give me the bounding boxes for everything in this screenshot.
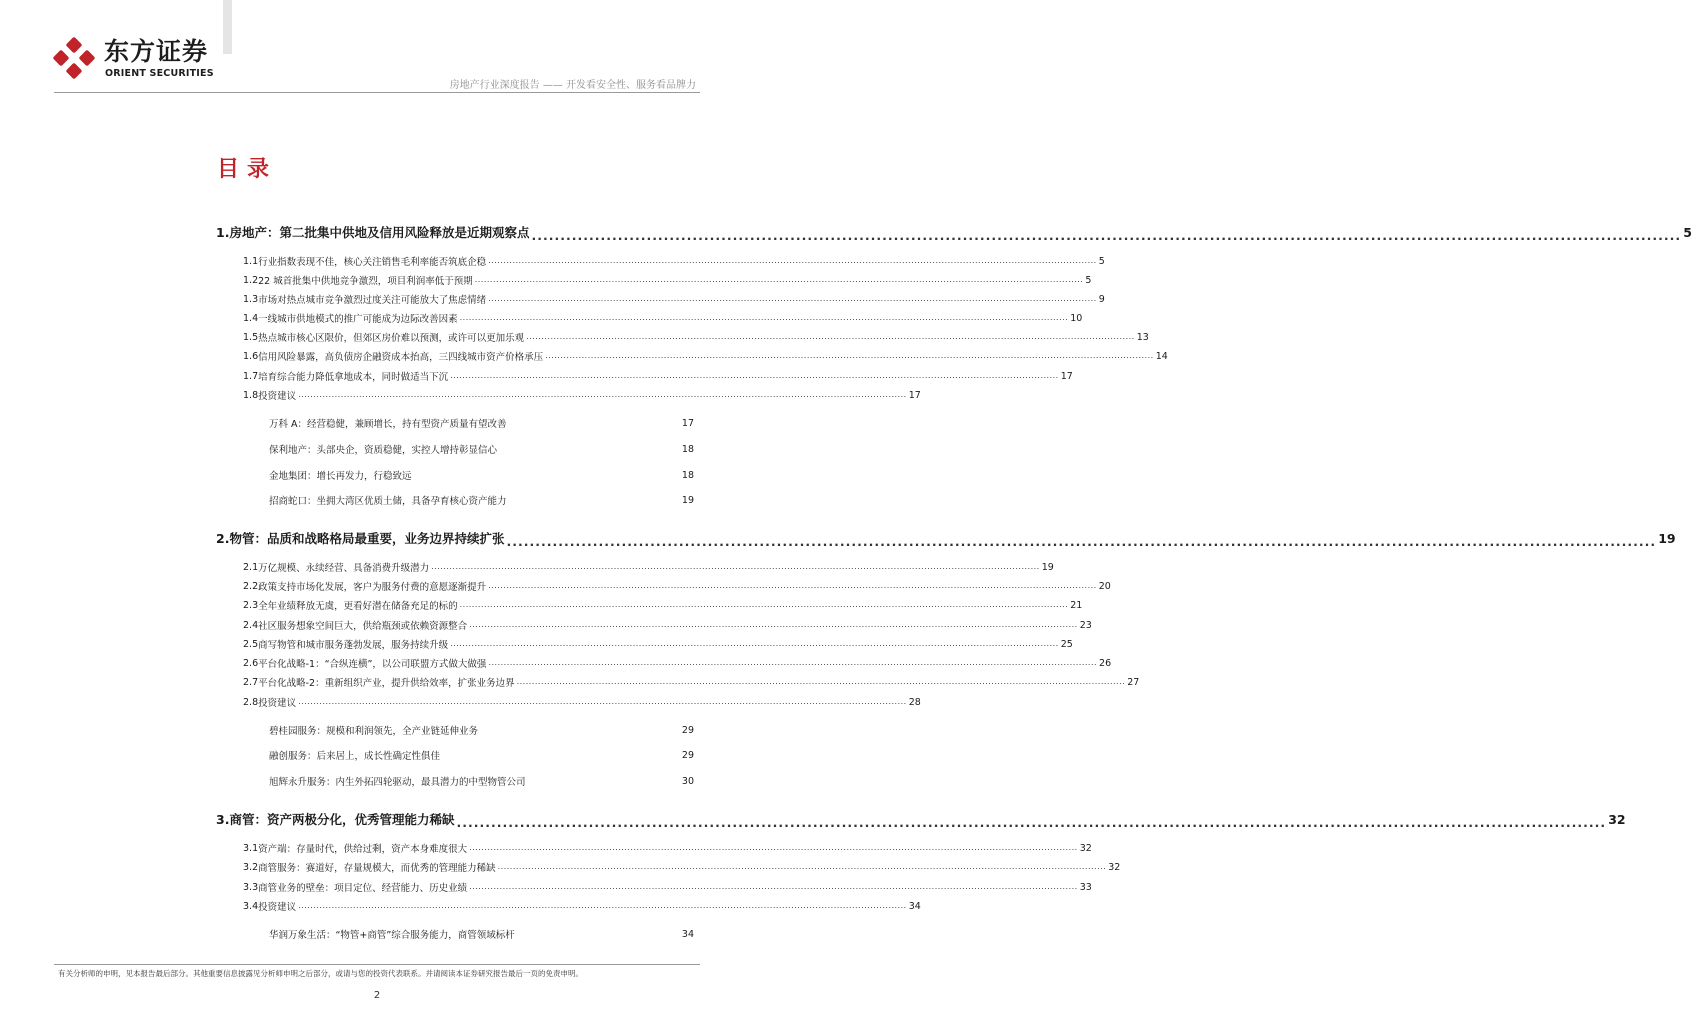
toc-item[interactable] [243,368,1073,384]
toc-section[interactable] [216,528,1676,548]
toc-company[interactable] [269,926,694,942]
dot-leader [488,294,1097,305]
item-title: 投资建议 [258,902,297,913]
item-number: 1.8 [243,389,259,401]
toc-item[interactable] [243,387,921,403]
dot-leader [506,534,1656,548]
toc-item[interactable] [243,329,1149,345]
item-page: 5 [1085,274,1092,286]
toc-item[interactable] [243,674,1140,690]
section-page: 19 [1658,530,1676,546]
item-number: 3.2 [243,861,259,873]
toc-company[interactable] [269,722,694,738]
dot-leader [488,581,1097,592]
item-number: 3.1 [243,842,259,854]
toc-item[interactable] [243,272,1092,288]
item-title: 22 城首批集中供地竞争激烈，项目利润率低于预期 [258,276,473,287]
item-page: 25 [1060,638,1073,650]
item-number: 3.3 [243,881,259,893]
company-title: 旭辉永升服务：内生外拓四轮驱动，最具潜力的中型物管公司 [269,777,526,788]
dot-leader [545,351,1154,362]
company-title: 保利地产：头部央企，资质稳健，实控人增持彰显信心 [269,445,498,456]
dot-leader [531,228,1681,242]
header-divider [54,92,700,93]
section-page: 5 [1683,224,1692,240]
dot-leader [469,620,1078,631]
brand-name-cn: 东方证券 [104,37,209,66]
toc-item[interactable] [243,655,1112,671]
toc-section[interactable] [216,222,1692,242]
toc-item[interactable] [243,694,921,710]
company-page: 30 [681,775,694,787]
dot-leader [475,275,1084,286]
dot-leader [526,332,1135,343]
page-number: 2 [373,990,381,1001]
item-number: 2.3 [243,599,259,611]
disclaimer-text: 有关分析师的申明，见本报告最后部分。其他重要信息披露见分析师申明之后部分，或请与您的投资代表联系。并请阅读本证券研究报告最后一页的免责申明。 [58,969,583,978]
item-title: 信用风险暴露，高负债房企融资成本抬高，三四线城市资产价格承压 [258,352,544,363]
item-number: 1.4 [243,312,259,324]
toc-company[interactable] [269,441,694,457]
toc-item[interactable] [243,840,1092,856]
item-page: 33 [1079,881,1092,893]
item-title: 社区服务想象空间巨大，供给瓶颈或依赖资源整合 [258,621,468,632]
item-page: 28 [908,696,921,708]
item-number: 2.2 [243,580,259,592]
item-title: 商管业务的壁垒：项目定位、经营能力、历史业绩 [258,883,468,894]
item-number: 1.1 [243,255,259,267]
item-page: 20 [1098,580,1111,592]
item-page: 26 [1099,657,1112,669]
dot-leader [298,901,907,912]
item-number: 2.1 [243,561,259,573]
dot-leader [460,313,1069,324]
section-number: 1. [216,224,230,240]
item-title: 政策支持市场化发展，客户为服务付费的意愿逐渐提升 [258,582,487,593]
footer-divider [54,964,700,965]
toc-item[interactable] [243,578,1111,594]
item-title: 热点城市核心区限价，但郊区房价难以预测，或许可以更加乐观 [258,333,525,344]
item-page: 17 [1060,370,1073,382]
item-page: 5 [1098,255,1105,267]
dot-leader [488,256,1097,267]
dot-leader [488,658,1097,669]
toc-company[interactable] [269,747,694,763]
item-page: 32 [1108,861,1121,873]
company-title: 融创服务：后来居上，成长性确定性俱佳 [269,751,441,762]
report-title: 房地产行业深度报告 —— 开发看安全性、服务看品牌力 [449,80,696,91]
item-number: 2.4 [243,619,259,631]
toc-item[interactable] [243,310,1083,326]
item-page: 10 [1070,312,1083,324]
item-page: 32 [1079,842,1092,854]
company-page: 29 [681,749,694,761]
dot-leader [517,677,1126,688]
company-page: 18 [681,469,694,481]
toc-company[interactable] [269,415,694,431]
item-title: 平台化战略-2：重新组织产业，提升供给效率，扩张业务边界 [258,678,515,689]
toc-company[interactable] [269,492,694,508]
item-number: 2.7 [243,676,259,688]
section-title: 商管：资产两极分化，优秀管理能力稀缺 [229,812,455,827]
company-title: 华润万象生活：“物管+商管”综合服务能力，商管领域标杆 [269,930,515,941]
item-number: 1.6 [243,350,259,362]
toc-company[interactable] [269,773,694,789]
toc-item[interactable] [243,291,1105,307]
section-title: 房地产：第二批集中供地及信用风险释放是近期观察点 [229,225,530,240]
item-page: 14 [1155,350,1168,362]
toc-item[interactable] [243,617,1092,633]
toc-item[interactable] [243,859,1121,875]
item-title: 投资建议 [258,391,297,402]
dot-leader [298,697,907,708]
toc-item[interactable] [243,559,1054,575]
item-number: 1.5 [243,331,259,343]
dot-leader [456,815,1606,829]
item-number: 2.8 [243,696,259,708]
item-title: 全年业绩释放无虞，更看好潜在储备充足的标的 [258,601,458,612]
section-number: 3. [216,811,230,827]
item-number: 3.4 [243,900,259,912]
company-page: 17 [681,417,694,429]
item-page: 19 [1041,561,1054,573]
dot-leader [450,639,1059,650]
item-page: 27 [1127,676,1140,688]
toc-item[interactable] [243,253,1105,269]
item-number: 1.2 [243,274,259,286]
item-title: 平台化战略-1：“合纵连横”，以公司联盟方式做大做强 [258,659,487,670]
toc-heading: 目录 [217,157,278,182]
section-title: 物管：品质和战略格局最重要，业务边界持续扩张 [229,531,505,546]
item-title: 一线城市供地模式的推广可能成为边际改善因素 [258,314,458,325]
item-title: 投资建议 [258,698,297,709]
item-page: 13 [1136,331,1149,343]
company-page: 29 [681,724,694,736]
item-number: 1.3 [243,293,259,305]
toc-item[interactable] [243,348,1168,364]
toc-item[interactable] [243,879,1092,895]
company-title: 金地集团：增长再发力，行稳致远 [269,471,412,482]
item-title: 商写物管和城市服务蓬勃发展，服务持续升级 [258,640,449,651]
item-number: 1.7 [243,370,259,382]
company-page: 19 [681,494,694,506]
header-decor-bar [223,0,232,54]
item-page: 21 [1070,599,1083,611]
item-title: 资产端：存量时代，供给过剩，资产本身难度很大 [258,844,468,855]
brand-name-en: ORIENT SECURITIES [105,68,214,79]
item-page: 17 [908,389,921,401]
toc-section[interactable] [216,809,1626,829]
item-number: 2.5 [243,638,259,650]
company-title: 万科 A：经营稳健，兼顾增长，持有型资产质量有望改善 [269,419,507,430]
dot-leader [469,882,1078,893]
toc-item[interactable] [243,597,1083,613]
dot-leader [298,390,907,401]
dot-leader [469,843,1078,854]
item-title: 培育综合能力降低拿地成本，同时做适当下沉 [258,372,449,383]
company-title: 碧桂园服务：规模和利润领先，全产业链延伸业务 [269,726,479,737]
company-title: 招商蛇口：坐拥大湾区优质土储，具备孕育核心资产能力 [269,496,507,507]
company-page: 18 [681,443,694,455]
item-number: 2.6 [243,657,259,669]
toc-item[interactable] [243,898,921,914]
dot-leader [431,562,1040,573]
toc-company[interactable] [269,467,694,483]
section-page: 32 [1608,811,1626,827]
item-title: 万亿规模、永续经营、具备消费升级潜力 [258,563,430,574]
dot-leader [450,371,1059,382]
company-page: 34 [681,928,694,940]
item-title: 商管服务：赛道好，存量规模大，而优秀的管理能力稀缺 [258,863,496,874]
item-page: 9 [1098,293,1105,305]
dot-leader [498,862,1107,873]
item-page: 34 [908,900,921,912]
item-title: 市场对热点城市竞争激烈过度关注可能放大了焦虑情绪 [258,295,487,306]
section-number: 2. [216,530,230,546]
item-page: 23 [1079,619,1092,631]
item-title: 行业指数表现不佳，核心关注销售毛利率能否筑底企稳 [258,257,487,268]
orient-securities-logo [54,38,94,78]
toc-item[interactable] [243,636,1073,652]
dot-leader [460,600,1069,611]
